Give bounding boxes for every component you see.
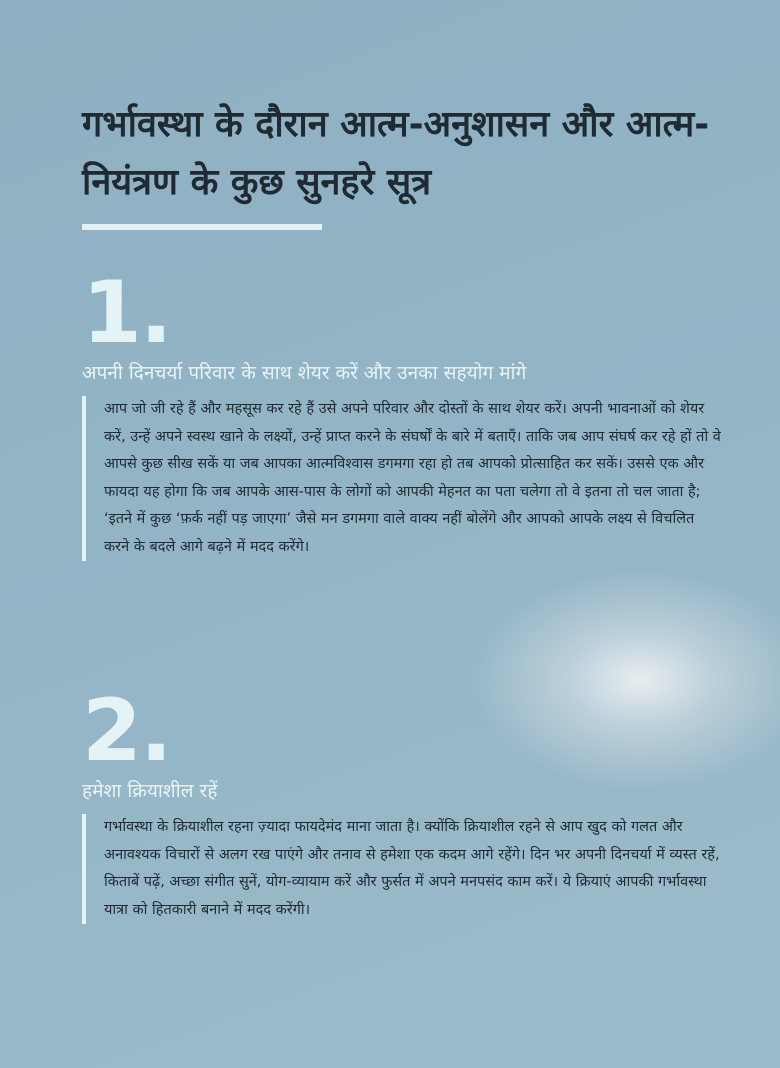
- page-title: गर्भावस्था के दौरान आत्म-अनुशासन और आत्म-नियंत्रण के कुछ सुनहरे सूत्र: [82, 104, 710, 203]
- section-1: [82, 263, 722, 561]
- section-2: [82, 681, 722, 924]
- section-body: आप जो जी रहे हैं और महसूस कर रहे हैं उसे अपने परिवार और दोस्तों के साथ शेयर करें। अपनी भावनाओं को शेयर करें, उन्हें अपने स्वस्थ खाने के लक्ष्यों, उन्हें प्राप्त करने के संघर्षों के बारे में बताएँ। ताकि जब आप संघर्ष कर रहे हों तो वे आपसे कुछ सीख सकें या जब आपका आत्मविश्वास डगमगा रहा हो तब आपको प्रोत्साहित कर सकें। उससे एक और फायदा यह होगा कि जब आपके आस-पास के लोगों को आपकी मेहनत का पता चलेगा तो वे इतना तो चल जाता है; ‘इतने में कुछ ‘फ़र्क नहीं पड़ जाएगा’ जैसे मन डगमगा वाले वाक्य नहीं बोलेंगे और आपको आपके लक्ष्य से विचलित करने के बदले आगे बढ़ने में मदद करेंगे।: [82, 396, 722, 561]
- section-heading: हमेशा क्रियाशील रहें: [82, 780, 218, 802]
- section-number: 2.: [82, 681, 171, 781]
- section-number: 1.: [82, 263, 171, 363]
- title-underline: [82, 224, 322, 230]
- section-heading: अपनी दिनचर्या परिवार के साथ शेयर करें और उनका सहयोग मांगे: [82, 362, 527, 384]
- section-body: गर्भावस्था के क्रियाशील रहना ज़्यादा फायदेमंद माना जाता है। क्योंकि क्रियाशील रहने से आप खुद को गलत और अनावश्यक विचारों से अलग रख पाएंगे और तनाव से हमेशा एक कदम आगे रहेंगे। दिन भर अपनी दिनचर्या में व्यस्त रहें, किताबें पढ़ें, अच्छा संगीत सुनें, योग-व्यायाम करें और फुर्सत में अपने मनपसंद काम करें। ये क्रियाएं आपकी गर्भावस्था यात्रा को हितकारी बनाने में मदद करेंगी।: [82, 814, 722, 924]
